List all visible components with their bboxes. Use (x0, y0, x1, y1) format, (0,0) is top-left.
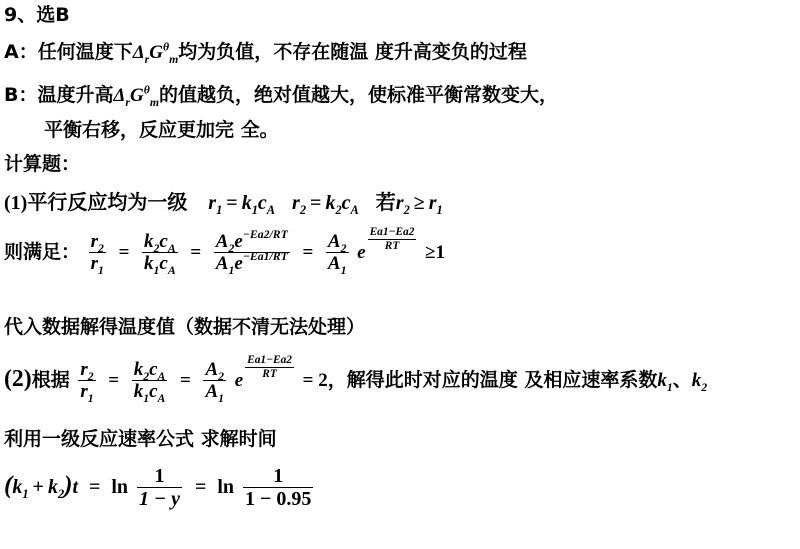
heading: 9、选B (4, 4, 70, 26)
separator: 、 (672, 369, 692, 391)
equals-two: = 2， (302, 370, 347, 391)
exp2-term: e $\frac{Ea1-Ea2}{RT}$ (234, 354, 293, 391)
text-a-1: 任何温度下 (37, 41, 133, 63)
statement-a (4, 40, 527, 66)
ln-1: ln (111, 476, 129, 498)
ln-2: ln (217, 476, 235, 498)
rate-eq-1: $r_1 = k_1c_A$ (208, 192, 276, 217)
substitute-note: 代入数据解得温度值（数据不清无法处理） (4, 316, 366, 338)
gibbs-symbol-a: $\Delta_rG^\theta_m$ (132, 40, 179, 66)
frac-1-over-1-y: $\frac{1}{1 - y}$ (139, 465, 181, 510)
condition-expr: $r_2 \ge r_1$ (395, 192, 443, 217)
final-equation: $(k_1 + k_2)t = \ln$ $\frac{1}{1 - y}$ = ln $\frac{1}{1 - 0.95}$ (4, 465, 312, 510)
frac2-r2-r1: $\frac{r_2}{r_1}$ (80, 359, 94, 405)
part2-text: 解得此时对应的温度 及相应速率系数 (346, 369, 658, 391)
part2-label: 根据 (31, 369, 70, 391)
part2-number: (2) (4, 366, 32, 392)
satisfy-line: 则满足： $\frac{r_2}{r_1}$ = $\frac{k_2c_A}{k_1c_A}$ = $\frac{A_2e^{-Ea2/RT}}{A_1e^{-Ea1/RT}}$ = $\frac{A_2}{A_1}$ e $\frac{Ea1-Ea2}{RT}$ ≥1 (4, 226, 446, 277)
calc-title: 计算题： (4, 153, 81, 175)
text-a-2: 均为负值，不存在随温 度升高变负的过程 (178, 41, 527, 63)
rate-eq-2: $r_2 = k_2c_A$ (292, 192, 359, 217)
frac-arrhenius: $\frac{A_2e^{-Ea2/RT}}{A_1e^{-Ea1/RT}}$ (215, 228, 288, 277)
geq-one: ≥1 (425, 242, 446, 263)
statement-b (4, 83, 559, 109)
label-b: B： (4, 84, 38, 106)
satisfy-label: 则满足： (4, 241, 81, 263)
part1-text: 平行反应均为一级 (27, 190, 188, 214)
frac-a2-a1: $\frac{A_2}{A_1}$ (327, 231, 347, 277)
k-sum: $(k_1 + k_2)t$ (4, 472, 79, 501)
exp-term: e $\frac{Ea1-Ea2}{RT}$ (357, 226, 415, 263)
frac-k-c: $\frac{k_2c_A}{k_1c_A}$ (144, 231, 176, 277)
statement-b-continued: 平衡右移，反应更加完 全。 (44, 119, 279, 141)
condition-label: 若 (375, 190, 396, 214)
text-b-2: 的值越负，绝对值越大，使标准平衡常数变大， (159, 84, 559, 106)
gibbs-symbol-b: $\Delta_rG^\theta_m$ (113, 83, 160, 109)
rate-note: 利用一级反应速率公式 求解时间 (4, 428, 277, 450)
k2-symbol: $k_2$ (691, 370, 708, 394)
part2-line: (2)根据 $\frac{r_2}{r_1}$ = $\frac{k_2c_A}{k_1c_A}$ = $\frac{A_2}{A_1}$ e $\frac{Ea1-Ea2}{RT}$ = 2，解得此时对应的温度 及相应速率系数$k_1$、$k_2$ (4, 354, 708, 405)
part1-line (4, 190, 443, 217)
part1-number: (1) (4, 192, 28, 214)
frac-r2-r1: $\frac{r_2}{r_1}$ (90, 231, 104, 277)
k1-symbol: $k_1$ (657, 370, 673, 394)
frac2-a2-a1: $\frac{A_2}{A_1}$ (205, 359, 225, 405)
label-a: A： (4, 41, 38, 63)
text-b-1: 温度升高 (37, 84, 114, 106)
frac-1-over-0-05: $\frac{1}{1 - 0.95}$ (245, 465, 312, 510)
frac2-k-c: $\frac{k_2c_A}{k_1c_A}$ (133, 359, 166, 405)
